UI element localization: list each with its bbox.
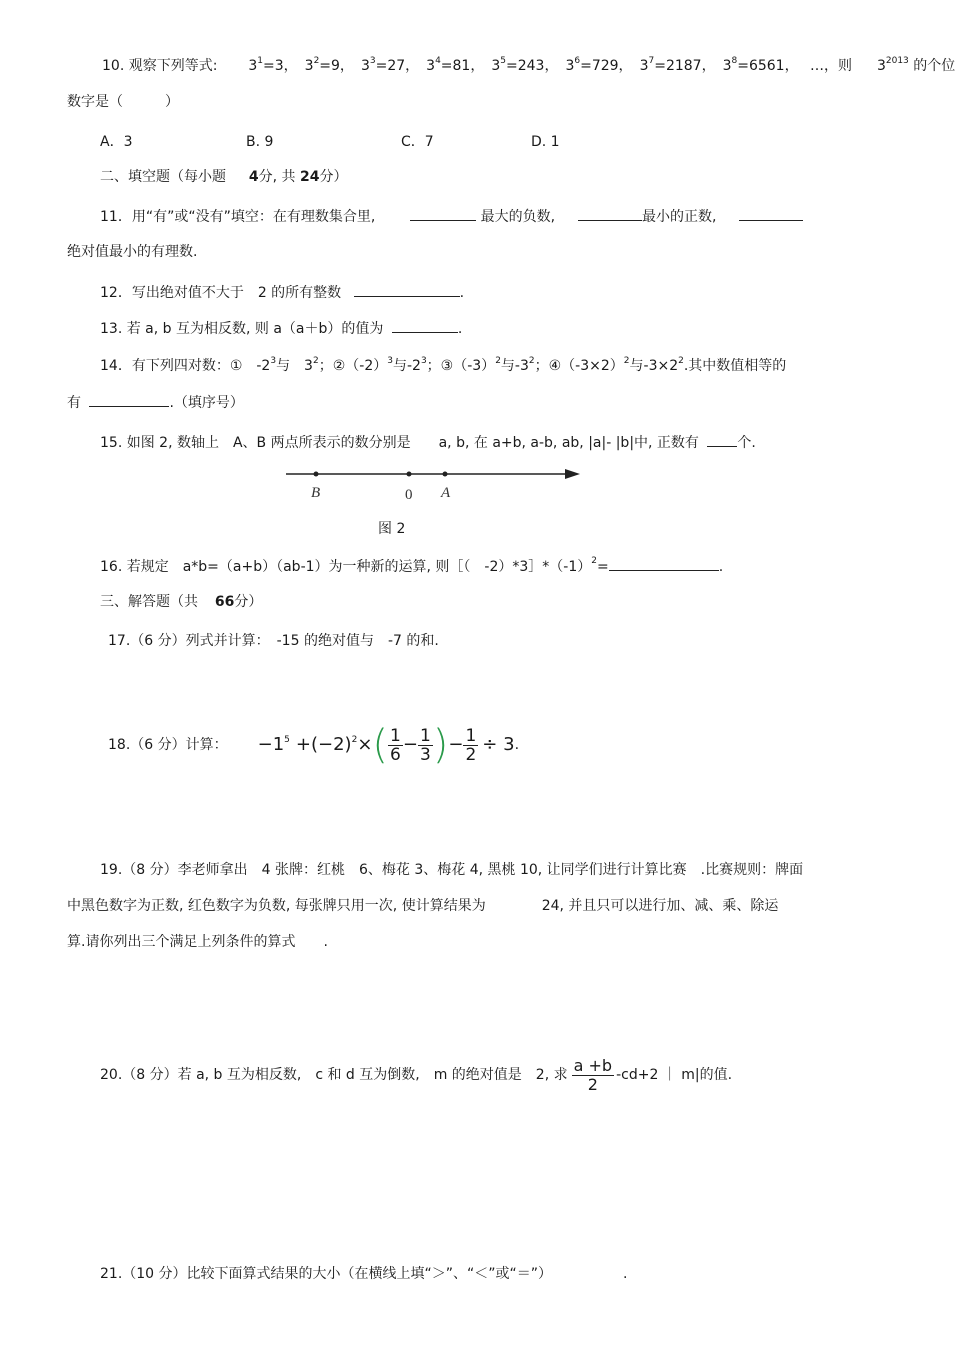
q10-power-7 (640, 58, 716, 74)
q10-power-base: 3 (639, 58, 649, 74)
q10-intro: 10. 观察下列等式: (102, 58, 218, 74)
q10-power-exp: 7 (648, 56, 655, 66)
section2-text-b: 分, 共 (258, 169, 296, 185)
figure-caption: 图 2 (378, 521, 406, 537)
q20-line (100, 1052, 732, 1098)
q10-option-d: D. 1 (531, 134, 560, 150)
q12-end: . (459, 285, 465, 301)
q10-tail2: 的个位 (913, 58, 955, 74)
q14-e8: 2 (678, 356, 684, 366)
q15-end: 个. (737, 435, 756, 451)
section3-heading (100, 592, 262, 612)
q10-power-exp: 6 (574, 56, 581, 66)
q10-power-exp: 5 (500, 56, 506, 66)
section3-text-a: 三、解答题（共 (100, 594, 198, 610)
q14-e4: 3 (420, 356, 427, 366)
section2-total: 24 (300, 169, 320, 185)
q18-end: . (514, 737, 520, 753)
section2-text-c: 分） (319, 169, 348, 185)
q16-text: 16. 若规定 a*b=（a+b）（ab-1）为一种新的运算, 则［（ -2）*3］*（-1） (100, 559, 592, 575)
q10-power-base: 3 (426, 58, 436, 74)
q21-text: 21.（10 分）比较下面算式结果的大小（在横线上填“＞”、“＜”或“＝”） (100, 1266, 553, 1282)
q10-line2: 数字是（ ） (67, 94, 179, 110)
q14-g: 与-3 (500, 358, 529, 374)
number-line-figure (280, 462, 590, 506)
q14-f: ；③（-3） (426, 358, 496, 374)
q18-term1: −1 (257, 734, 285, 755)
q14-a: 14．有下列四对数：① -2 (100, 358, 271, 374)
q13-text: 13. 若 a, b 互为相反数, 则 a（a＋b）的值为 (100, 321, 384, 337)
q21-end: . (622, 1266, 628, 1282)
q10-tail1: …，则 (810, 58, 853, 74)
q15-blank[interactable] (707, 432, 737, 447)
q14-c: ；②（-2） (318, 358, 388, 374)
q14-e2: 2 (312, 356, 319, 366)
q18-frac1-den: 6 (390, 744, 401, 765)
q20-frac-num: a +b (573, 1055, 613, 1075)
q15-text: 15. 如图 2, 数轴上 A、B 两点所表示的数分别是 a, b, 在 a+b, a-b, ab, |a|- |b|中, 正数有 (100, 435, 699, 451)
q18-frac3 (463, 727, 478, 764)
q14-line2-b: .（填序号） (169, 395, 244, 411)
q10-power-8 (723, 58, 799, 74)
q20-text: 20.（8 分）若 a, b 互为相反数, c 和 d 互为倒数, m 的绝对值是 2, 求 (100, 1067, 568, 1083)
section3-text-b: 分） (234, 594, 263, 610)
q11-text: 11．用“有”或“没有”填空：在有理数集合里, (100, 209, 376, 225)
q10-power-exp: 8 (731, 56, 738, 66)
q14-e5: 2 (495, 356, 501, 366)
q10-power-value: =3， (263, 58, 298, 74)
q20-fraction (572, 1057, 614, 1094)
section2-points: 4 (248, 169, 259, 185)
q18-term2: +(−2) (295, 734, 352, 755)
q14-line2 (67, 392, 244, 413)
q13-blank[interactable] (392, 318, 458, 333)
q19-line1: 19.（8 分）李老师拿出 4 张牌：红桃 6、梅花 3、梅花 4, 黑桃 10, 让同学们进行计算比赛 .比赛规则：牌面 (100, 862, 804, 878)
q10-power-value: =9， (319, 58, 354, 74)
point-a-label: A (441, 485, 451, 501)
q14-e7: 2 (623, 356, 630, 366)
q10-target-exp: 2013 (885, 56, 909, 66)
q10-power-2 (305, 58, 354, 74)
point-b-label: B (311, 485, 321, 501)
point-origin-label: 0 (405, 487, 413, 503)
q10-power-base: 3 (491, 58, 501, 74)
q10-power-exp: 3 (369, 56, 376, 66)
q11-blank-1[interactable] (410, 206, 476, 221)
point-a-dot (443, 472, 448, 477)
q16-blank[interactable] (609, 556, 719, 571)
q10-power-base: 3 (360, 58, 370, 74)
q10-power-value: =27， (375, 58, 420, 74)
q14-i: 与-3×2 (629, 358, 679, 374)
q17-line: 17.（6 分）列式并计算： -15 的绝对值与 -7 的和. (108, 633, 439, 649)
q18-divide: ÷ 3 (482, 734, 515, 755)
q16-end: . (718, 559, 724, 575)
q18-line (108, 720, 519, 770)
q10-power-exp: 1 (257, 56, 263, 66)
q10-power-exp: 4 (435, 56, 441, 66)
q10-power-3 (361, 58, 419, 74)
q10-power-value: =729， (580, 58, 633, 74)
q16-line (100, 556, 723, 577)
q12-blank[interactable] (354, 282, 460, 297)
section2-heading (100, 167, 348, 187)
q18-frac1 (388, 727, 403, 764)
q14-line1 (100, 356, 786, 376)
q11-line2: 绝对值最小的有理数. (67, 244, 198, 260)
q10-powers (248, 58, 805, 74)
q14-h: ；④（-3×2） (534, 358, 624, 374)
q20-text-b: -cd+2 ｜ m|的值. (616, 1067, 733, 1083)
q18-times: × (357, 734, 373, 755)
q18-minus2: − (448, 734, 464, 755)
q10-power-value: =81， (440, 58, 485, 74)
q10-power-4 (426, 58, 484, 74)
q14-blank[interactable] (89, 392, 169, 407)
q11-line1 (100, 206, 803, 227)
q18-frac2-den: 3 (419, 744, 431, 765)
q14-e6: 2 (528, 356, 535, 366)
q10-power-base: 3 (304, 58, 314, 74)
q10-power-6 (565, 58, 632, 74)
q10-power-base: 3 (722, 58, 732, 74)
q18-label: 18.（6 分）计算： (108, 737, 228, 753)
q14-e3: 3 (387, 356, 393, 366)
q10-power-value: =243， (506, 58, 559, 74)
q10-power-value: =2187， (654, 58, 716, 74)
q18-frac2-num: 1 (419, 725, 431, 746)
q16-exp: 2 (591, 556, 597, 566)
section2-text-a: 二、填空题（每小题 (100, 169, 226, 185)
number-line-arrow (565, 469, 580, 479)
q18-exp1: 5 (284, 735, 290, 745)
q18-frac2 (418, 727, 433, 764)
q18-right-paren: ) (432, 722, 449, 768)
q10-power-base: 3 (248, 58, 258, 74)
q13-end: . (457, 321, 463, 337)
q18-frac3-num: 1 (465, 725, 477, 746)
q10-power-1 (248, 58, 297, 74)
q18-left-paren: ( (372, 722, 389, 768)
q20-frac-den: 2 (587, 1074, 598, 1094)
q12-line (100, 282, 464, 303)
q14-line2-a: 有 (67, 395, 81, 411)
q10-option-c: C．7 (401, 134, 434, 150)
q11-blank-3[interactable] (739, 206, 803, 221)
q19-line2: 中黑色数字为正数, 红色数字为负数, 每张牌只用一次, 使计算结果为 24, 并且只可以进行加、减、乘、除运 (67, 898, 779, 914)
q11-blank-2[interactable] (578, 206, 642, 221)
q14-d: 与-2 (392, 358, 421, 374)
q18-exp2: 2 (351, 735, 358, 745)
q10-line1 (102, 56, 955, 76)
q11-text-2: 最大的负数, (480, 209, 556, 225)
q10-power-value: =6561， (737, 58, 799, 74)
q10-power-5 (491, 58, 558, 74)
q10-option-b: B. 9 (246, 134, 274, 150)
q14-j: .其中数值相等的 (683, 358, 787, 374)
q18-minus1: − (402, 734, 418, 755)
q14-b: 与 3 (276, 358, 313, 374)
q15-line (100, 432, 756, 453)
q16-equals: = (597, 559, 609, 575)
section3-total: 66 (214, 594, 235, 610)
q10-option-a: A．3 (100, 134, 133, 150)
q11-text-3: 最小的正数, (642, 209, 717, 225)
q18-frac3-den: 2 (465, 744, 477, 765)
q14-e1: 3 (270, 356, 277, 366)
q10-target-base: 3 (876, 58, 886, 74)
q10-power-exp: 2 (313, 56, 320, 66)
q10-power-base: 3 (565, 58, 575, 74)
q19-line3: 算.请你列出三个满足上列条件的算式 . (67, 934, 328, 950)
q21-line (100, 1264, 627, 1284)
q13-line (100, 318, 462, 339)
point-origin-dot (407, 472, 412, 477)
q12-text: 12．写出绝对值不大于 2 的所有整数 (100, 285, 342, 301)
q18-frac1-num: 1 (390, 725, 401, 746)
point-b-dot (314, 472, 319, 477)
